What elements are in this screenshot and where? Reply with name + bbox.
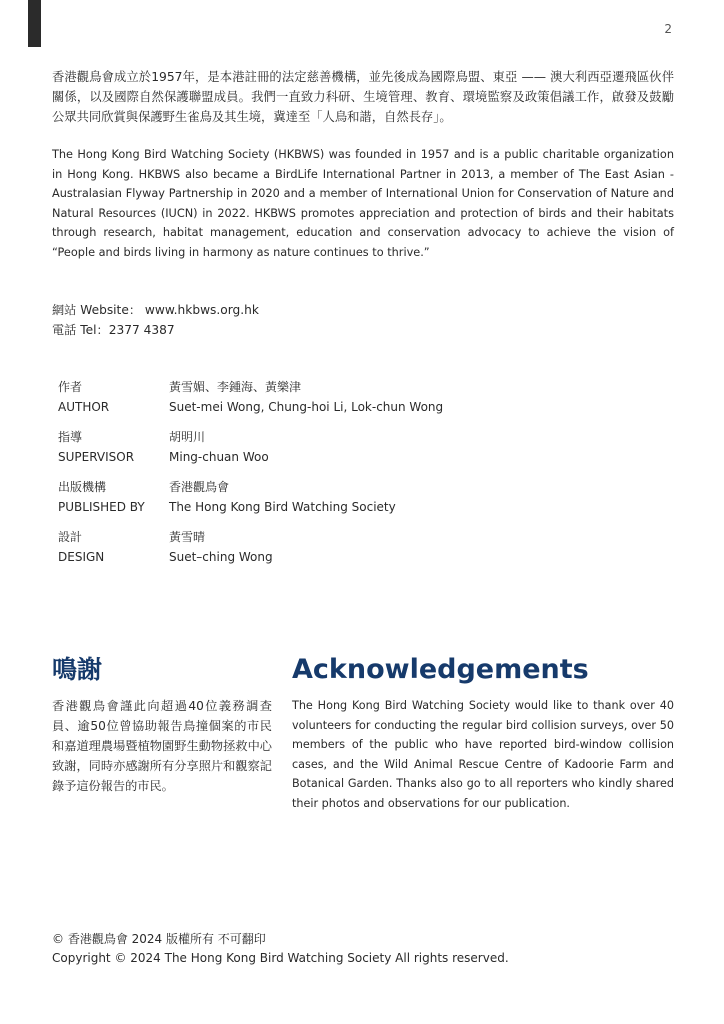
credit-value-en: Ming-chuan Woo: [169, 450, 269, 464]
credit-value-zh: 香港觀鳥會: [169, 480, 230, 494]
credits-block: [58, 377, 618, 577]
credit-value-zh: 胡明川: [169, 430, 206, 444]
credit-supervisor: [58, 427, 618, 467]
acknowledgements-english: [292, 652, 674, 813]
intro-chinese: 香港觀鳥會成立於1957年，是本港註冊的法定慈善機構，並先後成為國際鳥盟、東亞 —— 澳大利西亞遷飛區伙伴關係，以及國際自然保護聯盟成員。我們一直致力科研、生境管理、教育、環境監察及政策倡議工作，啟發及鼓勵公眾共同欣賞與保護野生雀鳥及其生境，冀達至「人鳥和諧，自然長存」。: [52, 70, 674, 124]
credit-label-en: AUTHOR: [58, 400, 110, 414]
credit-label-en: SUPERVISOR: [58, 450, 135, 464]
contact-info: [52, 300, 259, 340]
copyright-en: Copyright © 2024 The Hong Kong Bird Watching Society All rights reserved.: [52, 951, 509, 965]
tel-line: 電話 Tel：2377 4387: [52, 323, 175, 337]
credit-value-zh: 黃雪晴: [169, 530, 206, 544]
page-edge-tab: [28, 0, 41, 47]
credit-label-en: PUBLISHED BY: [58, 500, 145, 514]
credit-value-en: Suet-mei Wong, Chung-hoi Li, Lok-chun Wong: [169, 400, 444, 414]
website-line: 網站 Website： www.hkbws.org.hk: [52, 303, 259, 317]
credit-value-en: Suet–ching Wong: [169, 550, 273, 564]
ack-title-en: Acknowledgements: [292, 654, 589, 685]
credit-label-en: DESIGN: [58, 550, 105, 564]
intro-english: The Hong Kong Bird Watching Society (HKBWS) was founded in 1957 and is a public charitable organization in Hong Kong. HKBWS also became a BirdLife International Partner in 2013, a member of The East Asian - Australasian Flyway Partnership in 2020 and a member of International Union for Conservation of Nature and Natural Resources (IUCN) in 2022. HKBWS promotes appreciation and protection of birds and their habitats through research, habitat management, education and conservation advocacy to achieve the vision of “People and birds living in harmony as nature continues to thrive.”: [52, 148, 674, 259]
credit-label-zh: 作者: [58, 380, 83, 394]
acknowledgements-chinese: [52, 652, 272, 796]
copyright-footer: [52, 930, 509, 968]
credit-label-zh: 指導: [58, 430, 83, 444]
page-number: 2: [664, 22, 672, 36]
credit-publisher: [58, 477, 618, 517]
credit-design: [58, 527, 618, 567]
credit-value-en: The Hong Kong Bird Watching Society: [169, 500, 396, 514]
ack-title-zh: 鳴謝: [52, 655, 103, 684]
credit-label-zh: 出版機構: [58, 480, 107, 494]
credit-label-zh: 設計: [58, 530, 83, 544]
credit-value-zh: 黃雪媚、李鍾海、黃樂津: [169, 380, 302, 394]
ack-text-zh: 香港觀鳥會謹此向超過40位義務調查員、逾50位曾協助報告鳥撞個案的市民和嘉道理農場暨植物園野生動物拯救中心致謝，同時亦感謝所有分享照片和觀察記錄予這份報告的市民。: [52, 699, 272, 793]
ack-text-en: The Hong Kong Bird Watching Society would like to thank over 40 volunteers for conducting the regular bird collision surveys, over 50 members of the public who have reported bird-window collision cases, and the Wild Animal Rescue Centre of Kadoorie Farm and Botanical Garden. Thanks also go to all reporters who kindly shared their photos and observations for our publication.: [292, 699, 674, 810]
copyright-zh: © 香港觀鳥會 2024 版權所有 不可翻印: [52, 932, 266, 946]
credit-author: [58, 377, 618, 417]
